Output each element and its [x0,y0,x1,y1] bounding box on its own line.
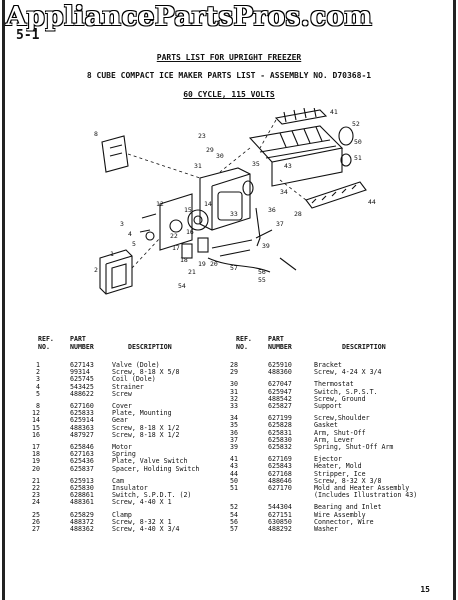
ref-number: 50 [230,476,238,485]
svg-text:52: 52 [352,120,360,128]
ref-number: 2 [36,368,40,377]
part-description: Coil (Dole) [112,375,156,384]
part-number: 625843 [268,462,292,471]
part-description: Screw, 8-32 X 3/8 [314,476,382,485]
part-number: 544304 [268,503,292,512]
corner-label: 5-1 [16,28,40,43]
part-description: Clamp [112,510,132,519]
part-number: 543425 [70,382,94,391]
part-description: Screw, 8-18 X 1/2 [112,423,180,432]
ref-number: 24 [32,498,40,507]
part-number: 488360 [268,368,292,377]
ref-number: 34 [230,414,238,423]
part-number: 488646 [268,476,292,485]
stripper [306,182,366,208]
part-number: 488363 [70,423,94,432]
part-description: Support [314,402,342,410]
ref-number: 22 [32,484,40,492]
ref-number: 43 [230,462,238,471]
ref-number: 1 [36,361,40,369]
ref-number: 27 [32,525,40,533]
svg-text:44: 44 [368,198,376,206]
ref-number: 39 [230,443,238,451]
svg-text:16: 16 [186,228,194,236]
ref-number: 18 [32,450,40,459]
ref-number: 31 [230,387,238,396]
svg-text:17: 17 [172,244,180,252]
ref-number: 52 [230,503,238,512]
part-description: Spring, Shut-Off Arm [314,443,394,451]
part-number: 625910 [268,361,292,369]
part-description: Screw, 4-40 X 1 [112,498,172,507]
svg-text:21: 21 [188,268,196,276]
part-number: 627047 [268,380,292,389]
svg-text:37: 37 [276,220,284,228]
ref-number: 4 [36,382,40,391]
part-number: 625947 [268,387,292,396]
svg-text:57: 57 [230,264,238,272]
ref-number: 15 [32,423,40,432]
ref-number: 5 [36,389,40,398]
bearing [339,127,353,145]
part-number: 487927 [70,430,94,439]
part-number: 625914 [70,416,94,425]
ref-number: 36 [230,428,238,437]
part-description: Spring [112,450,136,459]
header-voltage: 60 CYCLE, 115 VOLTS [183,90,275,99]
svg-text:56: 56 [258,268,266,276]
svg-text:8: 8 [94,130,98,138]
ref-number: 35 [230,421,238,430]
part-number: 488362 [70,525,94,533]
part-number: 625827 [268,402,292,410]
ref-number: 21 [32,476,40,485]
part-description: Thermostat [314,380,354,389]
part-number: 628861 [70,491,94,500]
svg-text:35: 35 [252,160,260,168]
svg-text:23: 23 [198,132,206,140]
exploded-diagram [80,108,390,298]
part-number: 625830 [268,435,292,444]
part-description: Valve (Dole) [112,361,160,369]
part-number: 627160 [70,402,94,410]
shut-off-arm [256,208,260,246]
left-desc-heading: DESCRIPTION [128,343,172,351]
part-description: Bearing and Inlet [314,503,382,512]
svg-text:34: 34 [280,188,288,196]
ref-number: 54 [230,510,238,519]
ref-number: 25 [32,510,40,519]
ref-number: 33 [230,402,238,410]
part-number: 488542 [268,394,292,403]
part-number: 625837 [70,464,94,473]
mounting-plate [160,194,192,250]
svg-text:39: 39 [262,242,270,250]
header-title: PARTS LIST FOR UPRIGHT FREEZER [156,53,302,62]
part-description: Screw, Ground [314,394,366,403]
ejector [276,110,326,124]
part-number: 627168 [268,469,292,478]
part-number: 625830 [70,484,94,492]
svg-text:2: 2 [94,266,98,274]
part-description: Arm, Lever [314,435,354,444]
svg-text:5: 5 [132,240,136,248]
part-description: Insulator [112,484,148,492]
part-description: Connector, Wire [314,517,374,526]
svg-text:22: 22 [170,232,178,240]
watermark: AppliancePartsPros.com [6,2,373,32]
ref-number: 14 [32,416,40,425]
ref-number: 23 [32,491,40,500]
part-description: Switch, S.P.S.T. [314,387,378,396]
part-description: Ejector [314,455,342,464]
part-number: 625913 [70,476,94,485]
part-description: Washer [314,525,338,533]
svg-text:54: 54 [178,282,186,290]
part-description: Plate, Valve Switch [112,457,188,466]
left-part-heading: PART NUMBER [70,335,94,351]
part-number: 625745 [70,375,94,384]
ref-number: 28 [230,361,238,369]
part-description: Screw [112,389,132,398]
svg-text:43: 43 [284,162,292,170]
part-description: Screw, 4-24 X 3/4 [314,368,382,377]
svg-text:28: 28 [294,210,302,218]
part-number: 627169 [268,455,292,464]
ice-mold [250,126,342,162]
ref-number: 44 [230,469,238,478]
ref-number: 29 [230,368,238,377]
part-description: Screw, 4-40 X 3/4 [112,525,180,533]
part-number: 488361 [70,498,94,507]
part-number: 625832 [268,443,292,451]
svg-text:36: 36 [268,206,276,214]
svg-text:18: 18 [180,256,188,264]
ref-number: 12 [32,409,40,418]
ref-number: 3 [36,375,40,384]
part-description: Stripper, Ice [314,469,366,478]
ref-number: 41 [230,455,238,464]
part-description: Gasket [314,421,338,430]
ref-number: 20 [32,464,40,473]
part-number: 627170 [268,484,292,492]
part-number: 625846 [70,443,94,451]
part-number: 488622 [70,389,94,398]
part-number: 488292 [268,525,292,533]
part-number: 625829 [70,510,94,519]
ref-number: 56 [230,517,238,526]
svg-text:31: 31 [194,162,202,170]
svg-text:33: 33 [230,210,238,218]
part-description: Gear [112,416,128,425]
part-number: 625831 [268,428,292,437]
part-description: Screw, 8-18 X 1/2 [112,430,180,439]
part-description: Switch, S.P.D.T. (2) [112,491,192,500]
ref-number: 57 [230,525,238,533]
part-description: Arm, Shut-Off [314,428,366,437]
cover [102,136,128,172]
ref-number: 17 [32,443,40,451]
ref-number: 8 [36,402,40,410]
part-number: 630850 [268,517,292,526]
ref-number: 32 [230,394,238,403]
thermostat [243,181,253,195]
part-number: 625833 [70,409,94,418]
right-part-heading: PART NUMBER [268,335,292,351]
svg-text:30: 30 [216,152,224,160]
svg-text:3: 3 [120,220,124,228]
svg-text:55: 55 [258,276,266,284]
part-description: Plate, Mounting [112,409,172,418]
part-description: Mold and Heater Assembly [314,484,410,492]
part-description: Screw, 8-18 X 5/8 [112,368,180,377]
svg-text:4: 4 [128,230,132,238]
part-description: Strainer [112,382,144,391]
part-number: 625436 [70,457,94,466]
part-number: 488372 [70,517,94,526]
svg-text:12: 12 [156,200,164,208]
part-description: Bracket [314,361,342,369]
svg-text:14: 14 [204,200,212,208]
part-description: Cam [112,476,124,485]
part-description: Wire Assembly [314,510,366,519]
ref-number: 19 [32,457,40,466]
svg-text:1: 1 [110,250,114,258]
page-number: 15 [420,585,430,594]
part-number: 625828 [268,421,292,430]
ref-number: 26 [32,517,40,526]
left-ref-heading: REF. NO. [38,335,54,351]
svg-text:15: 15 [184,206,192,214]
svg-text:19: 19 [198,260,206,268]
part-number: 627143 [70,361,94,369]
right-desc-heading: DESCRIPTION [342,343,386,351]
part-description: Screw,Shoulder [314,414,370,423]
part-number: 627151 [268,510,292,519]
svg-text:29: 29 [206,146,214,154]
ref-number: 51 [230,484,238,492]
ref-number: 37 [230,435,238,444]
ref-number: 30 [230,380,238,389]
part-description: Heater, Mold [314,462,362,471]
part-description: Motor [112,443,132,451]
ref-number: 16 [32,430,40,439]
part-description: Screw, 8-32 X 1 [112,517,172,526]
part-number: 627199 [268,414,292,423]
part-description: Cover [112,402,132,410]
part-number: 99314 [70,368,90,377]
part-description: (Includes Illustration 43) [314,491,418,500]
header-assembly: 8 CUBE COMPACT ICE MAKER PARTS LIST - ASSEMBLY NO. D70368-1 [86,71,372,80]
right-ref-heading: REF. NO. [236,335,252,351]
part-description: Spacer, Holding Switch [112,464,200,473]
svg-text:20: 20 [210,260,218,268]
svg-text:41: 41 [330,108,338,116]
svg-text:51: 51 [354,154,362,162]
svg-text:50: 50 [354,138,362,146]
part-number: 627163 [70,450,94,459]
